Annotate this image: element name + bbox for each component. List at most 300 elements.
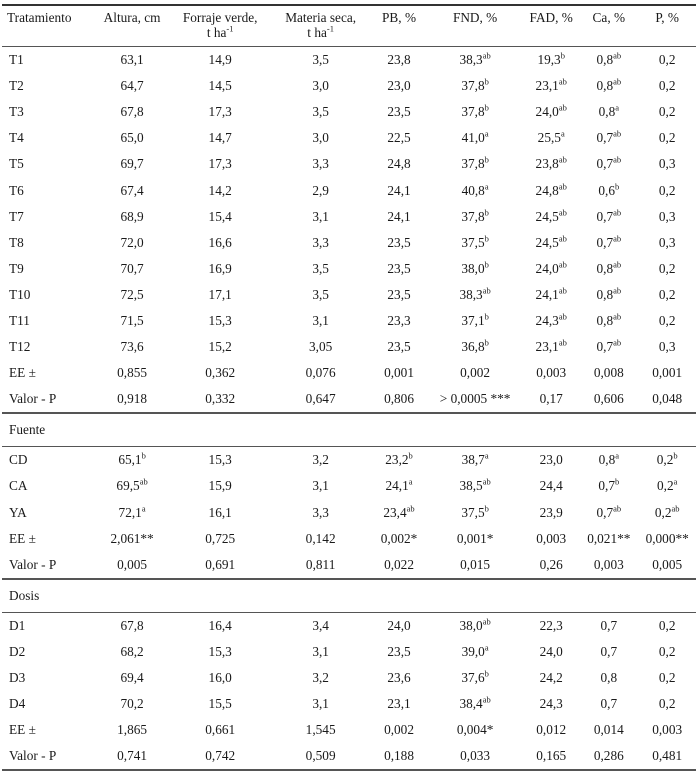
table-cell <box>270 125 371 151</box>
table-cell <box>270 204 371 230</box>
dosis-rows <box>2 612 696 770</box>
table-cell <box>523 612 579 639</box>
cell-value: 0,3 <box>658 339 676 355</box>
table-cell <box>427 612 523 639</box>
cell-value: 0,7 <box>596 504 614 520</box>
header-label: PB, % <box>382 10 417 25</box>
table-cell <box>523 308 579 334</box>
header-altura <box>94 5 170 47</box>
significance-letter: b <box>484 155 489 165</box>
cell-value: 0,7 <box>596 156 614 172</box>
cell-value: 24,1 <box>535 286 559 302</box>
cell-value: 69,7 <box>120 156 144 172</box>
table-cell <box>579 99 638 125</box>
cell-value: 0,606 <box>593 391 624 407</box>
table-cell <box>371 665 427 691</box>
cell-value: 0,003 <box>536 530 567 546</box>
cell-value: 24,0 <box>387 617 411 633</box>
significance-letter: b <box>484 102 489 113</box>
cell-value: > 0,0005 *** <box>439 391 511 407</box>
cell-value: EE ± <box>9 365 36 381</box>
header-label: Tratamiento <box>7 10 72 25</box>
cell-value: 16,6 <box>208 234 232 250</box>
table-cell <box>170 526 270 552</box>
cell-value: 0,003 <box>536 365 567 381</box>
table-cell <box>523 526 579 552</box>
table-cell <box>523 334 579 360</box>
table-cell <box>523 691 579 717</box>
cell-value: 15,2 <box>208 339 232 355</box>
table-row <box>2 500 696 526</box>
cell-value: 69,4 <box>120 670 144 686</box>
cell-value: 0,8 <box>596 312 614 328</box>
table-cell <box>94 473 170 499</box>
table-cell <box>523 73 579 99</box>
table-cell <box>427 360 523 386</box>
header-row <box>2 5 696 47</box>
cell-value: 24,3 <box>539 696 563 712</box>
table-cell <box>94 386 170 413</box>
cell-value: 37,8 <box>461 208 485 224</box>
table-cell <box>170 717 270 743</box>
row-label <box>2 334 94 360</box>
cell-value: 3,3 <box>312 504 329 520</box>
table-cell <box>94 665 170 691</box>
table-cell <box>427 73 523 99</box>
table-cell <box>371 612 427 639</box>
table-cell <box>371 447 427 474</box>
cell-value: 37,1 <box>461 312 485 328</box>
cell-value: 0,7 <box>596 130 614 146</box>
table-cell <box>579 665 638 691</box>
table-cell <box>170 99 270 125</box>
cell-value: 23,8 <box>535 156 559 172</box>
cell-value: 41,0 <box>461 130 485 146</box>
table-cell <box>270 177 371 203</box>
table-cell <box>170 386 270 413</box>
cell-value: 37,6 <box>461 670 485 686</box>
table-cell <box>427 125 523 151</box>
cell-value: 0,005 <box>652 556 683 572</box>
significance-letter: b <box>484 259 489 270</box>
cell-value: 0,2 <box>658 104 676 120</box>
table-cell <box>371 526 427 552</box>
cell-value: 0,165 <box>536 748 567 764</box>
cell-value: 0,2 <box>658 696 676 712</box>
table-cell <box>270 308 371 334</box>
cell-value: 23,5 <box>387 234 411 250</box>
table-cell <box>579 552 638 579</box>
significance-letter: ab <box>482 694 491 705</box>
header-unit-exponent: -1 <box>326 23 334 34</box>
section-label: Dosis <box>2 579 696 613</box>
table-cell <box>579 386 638 413</box>
row-label <box>2 665 94 691</box>
header-ca <box>579 5 638 47</box>
cell-value: 3,5 <box>312 52 329 68</box>
table-row <box>2 473 696 499</box>
cell-value: 0,142 <box>305 530 336 546</box>
cell-value: 0,008 <box>593 365 624 381</box>
table-row <box>2 125 696 151</box>
significance-letter: ab <box>613 128 622 139</box>
cell-value: 0,2 <box>658 312 676 328</box>
table-cell <box>427 334 523 360</box>
table-cell <box>638 204 696 230</box>
cell-value: 24,1 <box>387 208 411 224</box>
table-cell <box>371 743 427 770</box>
table-cell <box>638 717 696 743</box>
cell-value: 0,002* <box>380 530 418 546</box>
cell-value: 0,000** <box>645 530 689 546</box>
cell-value: 0,033 <box>460 748 491 764</box>
table-cell <box>638 691 696 717</box>
significance-letter: b <box>484 207 489 218</box>
header-unit: t ha <box>206 25 227 40</box>
table-cell <box>371 177 427 203</box>
table-cell <box>94 282 170 308</box>
table-cell <box>638 665 696 691</box>
cell-value: 0,8 <box>600 670 618 686</box>
cell-value: 0,362 <box>205 365 236 381</box>
table-cell <box>170 360 270 386</box>
table-cell <box>170 473 270 499</box>
header-label: FAD, % <box>529 10 573 25</box>
cell-value: 23,1 <box>535 78 559 94</box>
table-cell <box>523 282 579 308</box>
table-cell <box>371 552 427 579</box>
header-fad <box>523 5 579 47</box>
table-cell <box>427 447 523 474</box>
cell-value: 38,5 <box>459 478 483 494</box>
row-label <box>2 473 94 499</box>
cell-value: 15,5 <box>208 696 232 712</box>
cell-value: 67,8 <box>120 617 144 633</box>
cell-value: 0,2 <box>656 452 674 468</box>
table-cell <box>523 47 579 74</box>
table-cell <box>523 743 579 770</box>
table-row <box>2 743 696 770</box>
significance-letter: a <box>484 181 489 192</box>
cell-value: T12 <box>9 339 31 355</box>
cell-value: 23,5 <box>387 643 411 659</box>
cell-value: T5 <box>9 156 24 172</box>
cell-value: 37,5 <box>461 234 485 250</box>
cell-value: 0,2 <box>658 78 676 94</box>
table-cell <box>427 177 523 203</box>
cell-value: 23,4 <box>383 504 407 520</box>
significance-letter: b <box>484 337 489 348</box>
table-cell <box>638 473 696 499</box>
table-cell <box>371 717 427 743</box>
table-cell <box>579 204 638 230</box>
table-cell <box>638 743 696 770</box>
table-cell <box>579 526 638 552</box>
cell-value: 37,8 <box>461 156 485 172</box>
table-row <box>2 665 696 691</box>
row-label <box>2 386 94 413</box>
cell-value: 15,3 <box>208 312 232 328</box>
table-cell <box>638 308 696 334</box>
cell-value: 0,3 <box>658 156 676 172</box>
table-cell <box>427 526 523 552</box>
table-cell <box>170 665 270 691</box>
cell-value: 24,1 <box>387 182 411 198</box>
cell-value: 70,7 <box>120 260 144 276</box>
cell-value: 0,8 <box>596 260 614 276</box>
table-cell <box>270 500 371 526</box>
significance-letter: ab <box>558 233 567 244</box>
table-cell <box>638 256 696 282</box>
cell-value: 23,5 <box>387 339 411 355</box>
table-cell <box>371 47 427 74</box>
table-cell <box>270 691 371 717</box>
cell-value: 0,8 <box>598 452 616 468</box>
table-cell <box>170 256 270 282</box>
cell-value: 37,8 <box>461 78 485 94</box>
table-cell <box>427 386 523 413</box>
significance-letter: ab <box>482 285 491 296</box>
table-cell <box>270 47 371 74</box>
cell-value: 0,811 <box>305 556 336 572</box>
header-label: FND, % <box>452 10 498 25</box>
table-cell <box>579 717 638 743</box>
significance-letter: ab <box>613 76 622 87</box>
cell-value: 0,002 <box>460 365 491 381</box>
table-cell <box>427 665 523 691</box>
significance-letter: b <box>141 450 146 461</box>
cell-value: 3,4 <box>312 617 329 633</box>
table-cell <box>170 552 270 579</box>
header-tratamiento <box>2 5 94 47</box>
table-cell <box>579 743 638 770</box>
cell-value: 0,3 <box>658 234 676 250</box>
cell-value: 3,1 <box>312 208 329 224</box>
table-row <box>2 360 696 386</box>
cell-value: 0,004* <box>456 722 494 738</box>
cell-value: 24,5 <box>535 208 559 224</box>
cell-value: 24,5 <box>535 234 559 250</box>
table-cell <box>523 717 579 743</box>
significance-letter: ab <box>139 477 148 488</box>
cell-value: 0,691 <box>205 556 236 572</box>
table-cell <box>427 500 523 526</box>
table-row <box>2 691 696 717</box>
header-fnd <box>427 5 523 47</box>
table-row <box>2 204 696 230</box>
header-label: P, % <box>655 10 679 25</box>
table-cell <box>427 717 523 743</box>
cell-value: 67,4 <box>120 182 144 198</box>
cell-value: 0,2 <box>658 617 676 633</box>
table-cell <box>94 691 170 717</box>
table-cell <box>579 691 638 717</box>
cell-value: 23,3 <box>387 312 411 328</box>
cell-value: 0,918 <box>117 391 148 407</box>
table-cell <box>371 99 427 125</box>
table-cell <box>638 360 696 386</box>
significance-letter: ab <box>558 285 567 296</box>
table-cell <box>427 204 523 230</box>
table-cell <box>638 125 696 151</box>
cell-value: 1,865 <box>117 722 148 738</box>
cell-value: T1 <box>9 52 24 68</box>
cell-value: 23,9 <box>539 504 563 520</box>
table-row <box>2 256 696 282</box>
cell-value: 73,6 <box>120 339 144 355</box>
fuente-section <box>2 413 696 447</box>
table-cell <box>94 743 170 770</box>
table-cell <box>170 73 270 99</box>
significance-letter: b <box>484 233 489 244</box>
table-cell <box>579 282 638 308</box>
cell-value: D2 <box>9 643 26 659</box>
row-label <box>2 526 94 552</box>
table-cell <box>427 691 523 717</box>
table-cell <box>94 360 170 386</box>
table-cell <box>170 230 270 256</box>
cell-value: 0,2 <box>658 260 676 276</box>
cell-value: 0,2 <box>654 504 672 520</box>
row-label <box>2 743 94 770</box>
table-cell <box>638 500 696 526</box>
table-cell <box>523 473 579 499</box>
significance-letter: ab <box>558 76 567 87</box>
header-forraje-verde <box>170 5 270 47</box>
significance-letter: ab <box>613 233 622 244</box>
cell-value: 0,012 <box>536 722 567 738</box>
cell-value: T11 <box>9 312 30 328</box>
cell-value: 22,3 <box>539 617 563 633</box>
cell-value: 15,4 <box>208 208 232 224</box>
results-table <box>2 4 696 771</box>
cell-value: 15,9 <box>208 478 232 494</box>
cell-value: 40,8 <box>461 182 485 198</box>
cell-value: 23,8 <box>387 52 411 68</box>
cell-value: 23,0 <box>387 78 411 94</box>
table-cell <box>638 334 696 360</box>
cell-value: T3 <box>9 104 24 120</box>
table-cell <box>94 612 170 639</box>
cell-value: 0,7 <box>596 208 614 224</box>
table-cell <box>523 177 579 203</box>
cell-value: 0,7 <box>600 643 618 659</box>
cell-value: 0,2 <box>658 130 676 146</box>
row-label <box>2 99 94 125</box>
table-cell <box>638 73 696 99</box>
table-cell <box>638 99 696 125</box>
cell-value: 16,0 <box>208 670 232 686</box>
table-cell <box>638 639 696 665</box>
cell-value: 0,014 <box>593 722 624 738</box>
cell-value: 14,5 <box>208 78 232 94</box>
significance-letter: ab <box>482 616 491 627</box>
cell-value: T6 <box>9 182 24 198</box>
cell-value: 3,5 <box>312 286 329 302</box>
cell-value: D3 <box>9 670 26 686</box>
cell-value: 16,4 <box>208 617 232 633</box>
significance-letter: ab <box>482 50 491 61</box>
table-cell <box>371 256 427 282</box>
table-cell <box>638 47 696 74</box>
table-cell <box>638 151 696 177</box>
significance-letter: ab <box>613 311 622 322</box>
table-row <box>2 639 696 665</box>
cell-value: 0,855 <box>117 365 148 381</box>
cell-value: 38,0 <box>461 260 485 276</box>
row-label <box>2 151 94 177</box>
cell-value: EE ± <box>9 722 36 738</box>
row-label <box>2 204 94 230</box>
cell-value: 2,061** <box>110 530 154 546</box>
row-label <box>2 308 94 334</box>
cell-value: 0,509 <box>305 748 336 764</box>
table-cell <box>94 230 170 256</box>
cell-value: 0,8 <box>596 286 614 302</box>
cell-value: T2 <box>9 78 24 94</box>
table-cell <box>270 334 371 360</box>
cell-value: 23,0 <box>539 452 563 468</box>
significance-letter: ab <box>558 102 567 113</box>
header-label: Forraje verde, <box>182 10 258 25</box>
cell-value: 24,2 <box>539 670 563 686</box>
header-p <box>638 5 696 47</box>
cell-value: D1 <box>9 617 26 633</box>
significance-letter: ab <box>613 337 622 348</box>
table-cell <box>270 99 371 125</box>
table-cell <box>523 204 579 230</box>
cell-value: Valor - P <box>9 556 57 572</box>
cell-value: 0,2 <box>658 643 676 659</box>
cell-value: 38,7 <box>461 452 485 468</box>
table-cell <box>523 151 579 177</box>
table-cell <box>170 612 270 639</box>
cell-value: 0,8 <box>596 52 614 68</box>
cell-value: 0,3 <box>658 208 676 224</box>
table-cell <box>523 639 579 665</box>
table-cell <box>94 308 170 334</box>
cell-value: 15,3 <box>208 452 232 468</box>
section-label: Fuente <box>2 413 696 447</box>
table-cell <box>170 47 270 74</box>
table-cell <box>371 308 427 334</box>
cell-value: 64,7 <box>120 78 144 94</box>
table-cell <box>427 639 523 665</box>
significance-letter: a <box>484 450 489 461</box>
table-cell <box>579 360 638 386</box>
table-cell <box>427 308 523 334</box>
table-cell <box>427 473 523 499</box>
cell-value: 3,0 <box>312 78 329 94</box>
cell-value: 3,1 <box>312 696 329 712</box>
cell-value: 0,647 <box>305 391 336 407</box>
table-row <box>2 73 696 99</box>
cell-value: 14,2 <box>208 182 232 198</box>
table-cell <box>427 47 523 74</box>
cell-value: 0,188 <box>384 748 414 764</box>
row-label <box>2 230 94 256</box>
cell-value: 65,0 <box>120 130 144 146</box>
fuente-rows <box>2 447 696 579</box>
table-cell <box>579 500 638 526</box>
significance-letter: b <box>484 668 489 679</box>
table-cell <box>270 256 371 282</box>
cell-value: 69,5 <box>116 478 140 494</box>
cell-value: D4 <box>9 696 26 712</box>
table-row <box>2 526 696 552</box>
table-row <box>2 552 696 579</box>
table-cell <box>523 125 579 151</box>
